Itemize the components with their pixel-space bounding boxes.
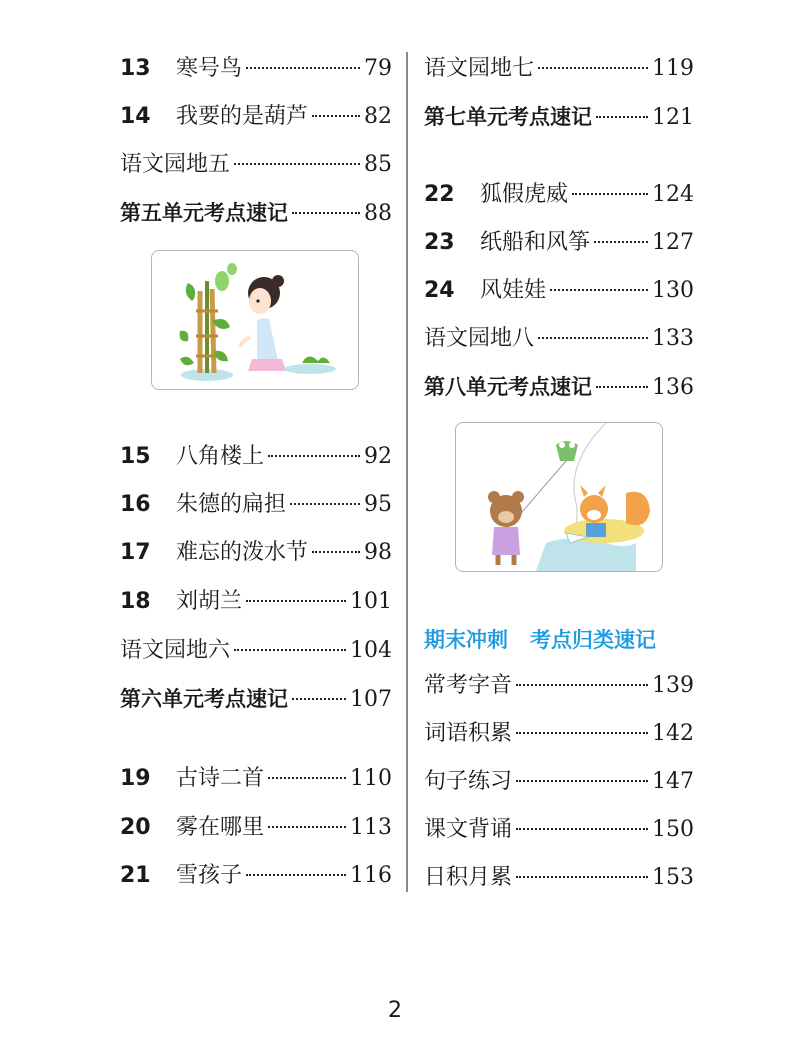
gourd-girl-illustration [151,250,359,390]
toc-entry[interactable] [120,811,392,845]
unit-summary-title: 第七单元考点速记 [424,105,592,129]
toc-entry[interactable] [120,52,392,86]
page-ref: 136 [652,375,694,400]
lesson-number: 23 [424,230,455,255]
dot-leader [516,684,648,686]
dot-leader [516,828,648,830]
lesson-number: 22 [424,182,455,207]
column-divider [406,52,408,892]
toc-entry[interactable] [120,634,392,668]
page-ref: 92 [364,444,392,469]
dot-leader [246,67,360,69]
dot-leader [268,455,360,457]
bear-squirrel-kite-illustration [455,422,663,572]
page-ref: 79 [364,56,392,81]
lesson-title: 雪孩子 [176,863,243,888]
lesson-title: 古诗二首 [176,766,265,791]
section-title: 日积月累 [424,865,513,890]
dot-leader [550,289,648,291]
section-title: 语文园地八 [424,326,535,351]
review-section-heading [424,624,656,654]
dot-leader [516,876,648,878]
dot-leader [538,337,648,339]
toc-entry[interactable] [120,585,392,619]
toc-entry[interactable] [120,762,392,796]
toc-entry[interactable] [120,148,392,182]
dot-leader [596,116,648,118]
page-ref: 116 [350,863,392,888]
section-title: 常考字音 [424,673,513,698]
lesson-title: 我要的是葫芦 [176,104,309,129]
toc-entry[interactable] [424,861,694,895]
review-heading-part1: 期末冲刺 [424,628,508,652]
page-ref: 107 [350,687,392,712]
dot-leader [234,649,346,651]
dot-leader [246,600,346,602]
toc-entry[interactable] [424,765,694,799]
toc-entry[interactable] [120,440,392,474]
dot-leader [538,67,648,69]
page-ref: 119 [652,56,694,81]
dot-leader [292,698,346,700]
toc-entry[interactable] [424,52,694,86]
toc-entry[interactable] [424,274,694,308]
section-title: 语文园地六 [120,638,231,663]
dot-leader [268,826,346,828]
page-ref: 147 [652,769,694,794]
dot-leader [290,503,360,505]
toc-entry[interactable] [424,813,694,847]
review-heading-part2: 考点归类速记 [530,628,656,652]
page-ref: 88 [364,201,392,226]
lesson-number: 13 [120,56,151,81]
unit-summary-title: 第六单元考点速记 [120,687,288,711]
lesson-number: 15 [120,444,151,469]
lesson-number: 18 [120,589,151,614]
section-title: 语文园地五 [120,152,231,177]
dot-leader [516,780,648,782]
page-ref: 113 [350,815,392,840]
page-ref: 133 [652,326,694,351]
lesson-number: 21 [120,863,151,888]
toc-entry[interactable] [424,322,694,356]
toc-entry[interactable] [120,196,392,230]
section-title: 语文园地七 [424,56,535,81]
page-ref: 142 [652,721,694,746]
lesson-number: 20 [120,815,151,840]
dot-leader [268,777,346,779]
toc-entry[interactable] [120,682,392,716]
dot-leader [312,551,360,553]
lesson-number: 14 [120,104,151,129]
lesson-title: 雾在哪里 [176,815,265,840]
toc-entry[interactable] [424,370,694,404]
lesson-title: 刘胡兰 [176,589,243,614]
page-ref: 98 [364,540,392,565]
toc-entry[interactable] [424,717,694,751]
lesson-title: 纸船和风筝 [480,230,591,255]
dot-leader [594,241,648,243]
page-ref: 130 [652,278,694,303]
toc-entry[interactable] [424,226,694,260]
page-ref: 85 [364,152,392,177]
lesson-title: 风娃娃 [480,278,547,303]
dot-leader [312,115,360,117]
dot-leader [246,874,346,876]
lesson-title: 八角楼上 [176,444,265,469]
dot-leader [292,212,360,214]
page-ref: 82 [364,104,392,129]
lesson-title: 寒号鸟 [176,56,243,81]
toc-entry[interactable] [120,536,392,570]
dot-leader [516,732,648,734]
toc-entry[interactable] [120,488,392,522]
toc-entry[interactable] [424,100,694,134]
dot-leader [572,193,648,195]
toc-entry[interactable] [424,178,694,212]
toc-entry[interactable] [120,859,392,893]
page-ref: 110 [350,766,392,791]
page-ref: 150 [652,817,694,842]
page-ref: 95 [364,492,392,517]
page-ref: 101 [350,589,392,614]
page-ref: 153 [652,865,694,890]
page-ref: 124 [652,182,694,207]
page-ref: 139 [652,673,694,698]
section-title: 句子练习 [424,769,513,794]
lesson-title: 难忘的泼水节 [176,540,309,565]
lesson-title: 朱德的扁担 [176,492,287,517]
unit-summary-title: 第五单元考点速记 [120,201,288,225]
dot-leader [234,163,360,165]
dot-leader [596,386,648,388]
section-title: 词语积累 [424,721,513,746]
section-title: 课文背诵 [424,817,513,842]
toc-entry[interactable] [120,100,392,134]
page-ref: 104 [350,638,392,663]
unit-summary-title: 第八单元考点速记 [424,375,592,399]
lesson-number: 16 [120,492,151,517]
page-ref: 121 [652,105,694,130]
lesson-number: 17 [120,540,151,565]
page-ref: 127 [652,230,694,255]
lesson-number: 24 [424,278,455,303]
toc-entry[interactable] [424,669,694,703]
page-number: 2 [388,998,402,1023]
lesson-number: 19 [120,766,151,791]
lesson-title: 狐假虎威 [480,182,569,207]
